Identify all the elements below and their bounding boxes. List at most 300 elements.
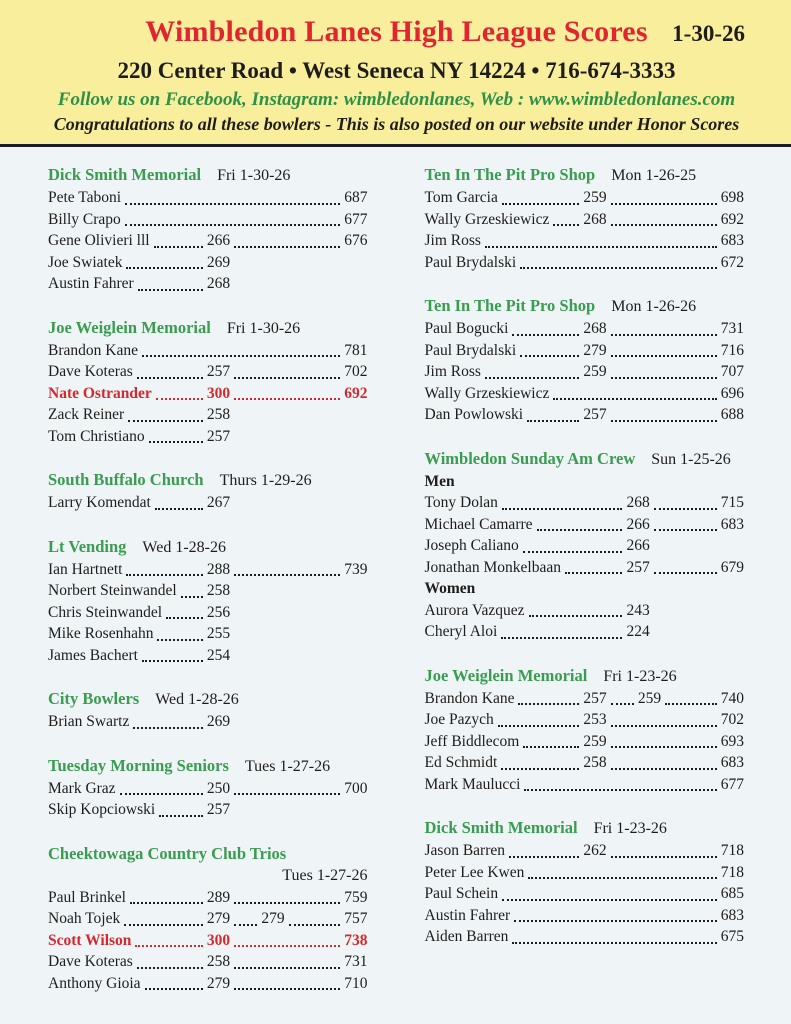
bowler-name: Tony Dolan [424, 494, 498, 511]
series-score: 731 [720, 320, 744, 337]
dot-leader [611, 203, 717, 205]
bowler-name: Dave Koteras [48, 363, 133, 380]
dot-leader [502, 508, 623, 510]
game-score: 269 [206, 253, 231, 271]
bowler-name: Dave Koteras [48, 953, 133, 970]
score-row [425, 340, 745, 362]
game-score: 243 [626, 601, 650, 619]
score-row [425, 187, 745, 209]
game-score: 279 [206, 910, 231, 927]
series-score: 710 [344, 974, 368, 992]
section-date: Thurs 1-29-26 [219, 472, 312, 489]
dot-leader [166, 617, 203, 619]
section-header [48, 317, 368, 340]
section-title: Joe Weiglein Memorial [48, 317, 211, 337]
score-row [48, 973, 368, 995]
score-row [425, 361, 745, 383]
name-and-game-group [48, 973, 230, 995]
section-title: Cheektowaga Country Club Trios [48, 843, 287, 863]
series-score: 687 [344, 189, 368, 206]
bowler-name: Paul Brinkel [48, 888, 126, 906]
dot-leader [665, 703, 717, 705]
name-and-game-group [48, 252, 230, 274]
score-section [48, 755, 368, 821]
bowler-name: Tom Garcia [424, 189, 498, 206]
bowler-name: Jonathan Monkelbaan [424, 558, 561, 576]
address-line: 220 Center Road • West Seneca NY 14224 • 716-674-3333 [117, 58, 676, 83]
series-score: 718 [720, 863, 744, 881]
name-and-game-group [48, 778, 230, 800]
score-row [425, 926, 745, 948]
name-and-game-group [48, 426, 230, 448]
section-header [48, 164, 368, 187]
section-date: Fri 1-23-26 [593, 820, 667, 837]
score-section [48, 317, 368, 448]
game-score: 257 [626, 558, 650, 576]
game-score: 268 [626, 494, 650, 511]
name-and-game-group [48, 361, 230, 383]
score-section [425, 164, 745, 273]
left-column [48, 164, 368, 1016]
dot-leader [138, 289, 203, 291]
bowler-name: Scott Wilson [48, 931, 132, 949]
dot-leader [501, 637, 622, 639]
dot-leader [611, 746, 717, 748]
name-and-game-group [425, 535, 650, 557]
game-score: 259 [637, 689, 662, 707]
score-row [425, 209, 745, 231]
score-row [425, 862, 745, 884]
section-date: Fri 1-23-26 [603, 667, 677, 685]
name-and-game-group [48, 799, 230, 821]
score-section [48, 536, 368, 667]
score-row [425, 600, 745, 622]
bowler-name: Brandon Kane [424, 689, 515, 707]
section-title: City Bowlers [48, 689, 140, 708]
bowler-name: Wally Grzeskiewicz [424, 384, 550, 402]
score-row [425, 774, 745, 796]
dot-leader [611, 420, 717, 422]
name-and-game-group [425, 731, 607, 753]
game-score: 279 [261, 910, 285, 927]
score-row [48, 404, 368, 426]
name-and-game-group [425, 600, 650, 622]
dot-leader [520, 355, 579, 357]
name-and-game-group [48, 404, 230, 426]
series-score: 738 [344, 931, 368, 949]
dot-leader [611, 224, 717, 226]
section-header [425, 817, 745, 840]
score-row [48, 273, 368, 295]
social-line: Follow us on Facebook, Instagram: wimbledonlanes, Web : www.wimbledonlanes.com [57, 89, 736, 110]
score-row [48, 559, 368, 581]
name-and-game-group [425, 340, 607, 362]
dot-leader [137, 377, 203, 379]
game-score: 224 [626, 623, 650, 640]
score-section [48, 164, 368, 295]
dot-leader [512, 334, 579, 336]
series-score: 739 [344, 560, 368, 578]
score-row [48, 908, 368, 930]
game-score: 257 [206, 363, 231, 380]
bowler-name: Jeff Biddlecom [424, 732, 520, 750]
dot-leader [234, 246, 340, 248]
dot-leader [159, 815, 203, 817]
dot-leader [654, 508, 717, 510]
name-and-game-group [425, 840, 607, 862]
section-title: Tuesday Morning Seniors [48, 755, 229, 775]
bowler-name: Jim Ross [424, 232, 481, 249]
bowler-name: Joe Swiatek [48, 253, 123, 271]
dot-leader [611, 768, 717, 770]
bowler-name: Tom Christiano [48, 427, 145, 445]
bowler-name: Aiden Barren [424, 928, 509, 945]
series-score: 702 [720, 711, 744, 728]
section-date: Mon 1-26-26 [611, 298, 697, 315]
score-row [425, 383, 745, 405]
score-row [425, 492, 745, 514]
series-score: 683 [720, 754, 744, 771]
name-and-game-group [48, 273, 230, 295]
series-score: 696 [720, 384, 744, 402]
game-score: 266 [206, 232, 231, 249]
game-score: 257 [206, 801, 231, 818]
dot-leader [289, 924, 341, 926]
score-row [425, 905, 745, 927]
name-and-game-group [48, 492, 230, 514]
score-row [48, 951, 368, 973]
dot-leader [553, 224, 579, 226]
score-row [425, 557, 745, 579]
dot-leader [498, 725, 580, 727]
bowler-name: Mike Rosenhahn [48, 625, 154, 642]
dot-leader [234, 377, 340, 379]
dot-leader [514, 920, 717, 922]
score-section [48, 688, 368, 733]
series-score: 700 [344, 779, 368, 797]
score-row [48, 426, 368, 448]
name-and-game-group [425, 557, 650, 579]
bowler-name: Pete Taboni [48, 189, 122, 206]
game-score: 253 [583, 711, 607, 728]
section-date: Sun 1-25-26 [651, 450, 731, 468]
name-and-game-group [48, 645, 230, 667]
series-score: 683 [720, 906, 744, 924]
game-score: 258 [206, 406, 231, 423]
name-and-game-group [48, 623, 230, 645]
series-score: 698 [720, 189, 744, 206]
dot-leader [126, 574, 202, 576]
bowler-name: Mark Graz [48, 779, 116, 797]
dot-leader [509, 856, 579, 858]
dot-leader [145, 988, 203, 990]
section-date: Mon 1-26-25 [611, 167, 697, 184]
game-score: 267 [206, 494, 231, 511]
game-score: 288 [206, 560, 231, 578]
series-score: 757 [344, 910, 368, 927]
section-header [48, 755, 368, 778]
game-score: 256 [206, 603, 231, 621]
dot-leader [155, 508, 203, 510]
dot-leader [537, 529, 623, 531]
dot-leader [565, 572, 623, 574]
series-score: 759 [344, 888, 368, 906]
series-score: 707 [720, 363, 744, 380]
score-row [425, 731, 745, 753]
series-score: 685 [720, 885, 744, 902]
score-row [48, 187, 368, 209]
game-score: 254 [206, 646, 231, 664]
bowler-name: Brandon Kane [48, 341, 138, 359]
series-score: 702 [344, 363, 368, 380]
dot-leader [149, 441, 203, 443]
score-row [48, 383, 368, 405]
bowler-name: Jason Barren [424, 842, 505, 859]
score-row [48, 602, 368, 624]
bowler-name: Ed Schmidt [424, 754, 498, 771]
section-title: South Buffalo Church [48, 470, 204, 489]
name-and-game-group [425, 187, 607, 209]
congrats-line: Congratulations to all these bowlers - This is also posted on our website under Honor Scores [53, 114, 740, 134]
series-score: 677 [344, 210, 368, 228]
series-score: 688 [720, 406, 744, 423]
score-row [425, 318, 745, 340]
score-row [425, 514, 745, 536]
section-date: Wed 1-28-26 [142, 538, 226, 556]
score-row [48, 623, 368, 645]
dot-leader [135, 945, 202, 947]
dot-leader [611, 334, 717, 336]
dot-leader [485, 246, 717, 248]
score-row [48, 778, 368, 800]
dot-leader [120, 793, 203, 795]
score-row [48, 209, 368, 231]
game-score: 266 [626, 537, 650, 554]
score-row [48, 361, 368, 383]
score-row [48, 230, 368, 252]
dot-leader [156, 398, 203, 400]
header-date: 1-30-26 [672, 21, 745, 46]
name-and-game-group [425, 514, 650, 536]
dot-leader [234, 967, 340, 969]
score-row [48, 492, 368, 514]
bowler-name: Austin Fahrer [48, 275, 134, 292]
dot-leader [142, 355, 340, 357]
title-line [48, 14, 745, 55]
game-score: 258 [583, 754, 607, 771]
dot-leader [654, 572, 717, 574]
dot-leader [133, 727, 203, 729]
dot-leader [154, 246, 203, 248]
bowler-name: Noah Tojek [48, 910, 121, 927]
game-score: 259 [583, 189, 607, 206]
score-columns [0, 147, 791, 1016]
series-score: 740 [720, 689, 744, 707]
score-row [48, 799, 368, 821]
game-score: 269 [206, 713, 231, 730]
section-header [425, 295, 745, 318]
bowler-name: Paul Brydalski [424, 341, 517, 359]
game-score: 257 [583, 689, 607, 707]
section-header [425, 665, 745, 688]
name-and-game-group [48, 951, 230, 973]
dot-leader [523, 746, 579, 748]
bowler-name: Paul Schein [424, 885, 499, 902]
bowler-name: Gene Olivieri lll [48, 232, 150, 249]
name-and-game-group [425, 709, 607, 731]
page-title: Wimbledon Lanes High League Scores [145, 15, 648, 48]
bowler-name: Norbert Steinwandel [48, 582, 177, 599]
dot-leader [611, 725, 717, 727]
dot-leader [501, 768, 579, 770]
game-score: 279 [583, 341, 607, 359]
score-row [48, 252, 368, 274]
dot-leader [654, 529, 717, 531]
name-and-game-group [425, 318, 607, 340]
section-header [425, 448, 745, 471]
section-title: Dick Smith Memorial [48, 165, 202, 184]
game-score: 268 [206, 275, 231, 292]
dot-leader [130, 902, 203, 904]
series-score: 683 [720, 232, 744, 249]
dot-leader [125, 203, 340, 205]
score-row [48, 930, 368, 952]
score-section [425, 665, 745, 796]
score-row [425, 404, 745, 426]
score-section [48, 843, 368, 995]
name-and-game-group [48, 383, 230, 405]
bowler-name: Anthony Gioia [48, 974, 141, 992]
section-date: Tues 1-27-26 [244, 757, 331, 775]
score-row [425, 688, 745, 710]
score-row [48, 340, 368, 362]
name-and-game-group [425, 209, 607, 231]
score-row [48, 711, 368, 733]
dot-leader [126, 267, 202, 269]
section-title: Wimbledon Sunday Am Crew [424, 448, 636, 468]
score-row [48, 580, 368, 602]
bowler-name: Paul Bogucki [424, 320, 509, 337]
section-header [48, 688, 368, 711]
bowler-name: Brian Swartz [48, 713, 130, 730]
dot-leader [523, 551, 623, 553]
score-section [425, 817, 745, 948]
name-and-game-group [425, 752, 607, 774]
bowler-name: Cheryl Aloi [424, 623, 498, 640]
dot-leader [234, 793, 340, 795]
score-row [425, 621, 745, 643]
section-header [425, 164, 745, 187]
score-section [425, 448, 745, 643]
section-date: Tues 1-27-26 [282, 866, 368, 884]
dot-leader [502, 899, 717, 901]
series-score: 693 [720, 732, 744, 750]
section-title: Lt Vending [48, 536, 127, 556]
dot-leader [520, 267, 717, 269]
dot-leader [485, 377, 579, 379]
dot-leader [137, 967, 203, 969]
name-and-game-group [48, 711, 230, 733]
series-score: 677 [720, 775, 744, 793]
score-section [425, 295, 745, 426]
series-score: 715 [720, 494, 744, 511]
score-row [425, 252, 745, 274]
dot-leader [125, 224, 340, 226]
bowler-name: Aurora Vazquez [424, 601, 525, 619]
section-header [48, 536, 368, 559]
series-score: 683 [720, 515, 744, 533]
name-and-game-group [48, 887, 230, 909]
score-row [425, 709, 745, 731]
bowler-name: Joseph Caliano [424, 537, 519, 554]
dot-leader [611, 377, 717, 379]
bowler-name: Wally Grzeskiewicz [424, 210, 550, 228]
section-title: Joe Weiglein Memorial [424, 665, 588, 685]
name-and-game-group [48, 930, 230, 952]
bowler-name: Ian Hartnett [48, 560, 123, 578]
game-score: 300 [206, 384, 231, 402]
dot-leader [181, 596, 203, 598]
name-and-game-group [48, 602, 230, 624]
score-row [425, 230, 745, 252]
score-row [425, 883, 745, 905]
dot-leader [502, 203, 579, 205]
game-score: 262 [583, 842, 607, 859]
name-and-game-group [425, 688, 607, 710]
right-column [425, 164, 745, 1016]
group-subheader: Men [424, 472, 455, 490]
dot-leader [234, 945, 340, 947]
series-score: 675 [720, 928, 744, 945]
section-header [48, 469, 368, 492]
game-score: 259 [583, 732, 607, 750]
dot-leader [611, 856, 717, 858]
group-subheader: Women [424, 580, 476, 597]
name-and-game-group [425, 492, 650, 514]
score-section [48, 469, 368, 514]
section-date: Wed 1-28-26 [155, 691, 239, 708]
bowler-name: Skip Kopciowski [48, 801, 156, 818]
dot-leader [528, 877, 716, 879]
game-score: 255 [206, 625, 231, 642]
series-score: 731 [344, 953, 368, 970]
bowler-name: Chris Steinwandel [48, 603, 163, 621]
bowler-name: Paul Brydalski [424, 253, 517, 271]
score-row [425, 752, 745, 774]
dot-leader [157, 639, 202, 641]
dot-leader [234, 924, 257, 926]
bowler-name: Jim Ross [424, 363, 481, 380]
game-score: 289 [206, 888, 231, 906]
bowler-name: Billy Crapo [48, 210, 121, 228]
bowler-name: Peter Lee Kwen [424, 863, 525, 881]
name-and-game-group [48, 559, 230, 581]
name-and-game-group [48, 230, 230, 252]
dot-leader [124, 924, 203, 926]
bowler-name: Austin Fahrer [424, 906, 511, 924]
bowler-name: Zack Reiner [48, 406, 125, 423]
dot-leader [234, 988, 340, 990]
score-row [48, 645, 368, 667]
score-row [425, 535, 745, 557]
game-score: 266 [626, 515, 650, 533]
bowler-name: Michael Camarre [424, 515, 533, 533]
dot-leader [611, 355, 717, 357]
score-row [48, 887, 368, 909]
dot-leader [234, 902, 340, 904]
dot-leader [553, 398, 716, 400]
game-score: 257 [583, 406, 607, 423]
